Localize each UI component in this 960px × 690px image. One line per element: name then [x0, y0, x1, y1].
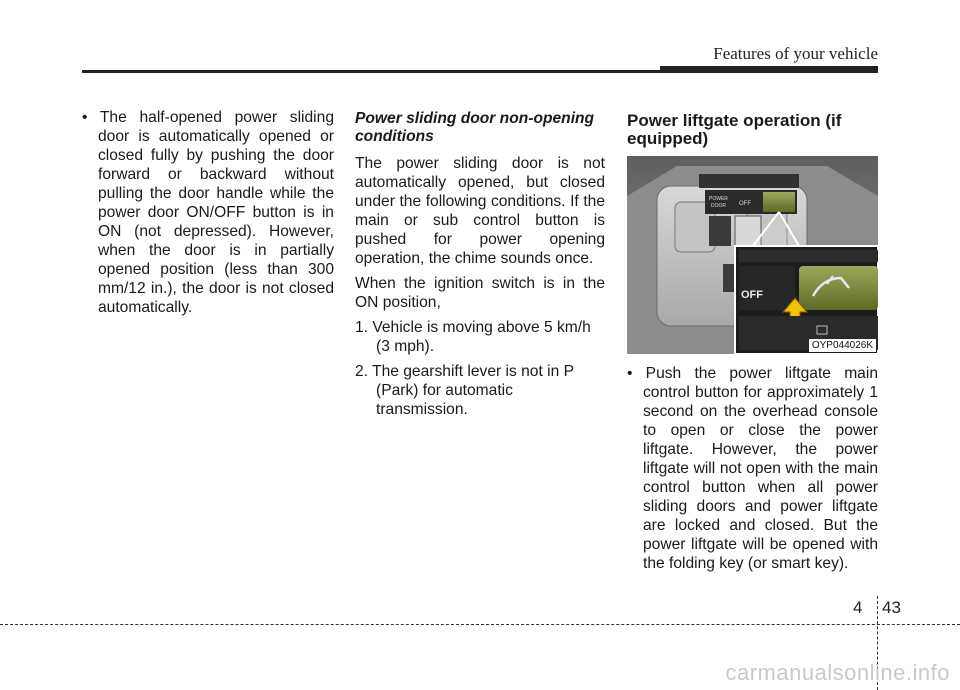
- column-2: [355, 108, 605, 425]
- power-label-small: POWER: [709, 196, 728, 202]
- door-label-small: DOOR: [711, 203, 726, 209]
- liftgate-instruction: • Push the power liftgate main control button for approximately 1 second on the overhead console to open or close the power liftgate. However, the power liftgate will not open with the main control button when all power sliding doors and power liftgate are locked and closed. But the power liftgate will be opened with the folding key (or smart key).: [627, 365, 878, 572]
- off-label-large: OFF: [741, 289, 763, 301]
- non-opening-intro: The power sliding door is not automatically opened, but closed under the following conditions. If the main or sub control button is pushed for power opening operation, the chime sounds once.: [355, 155, 605, 267]
- liftgate-heading: Power liftgate operation (if equipped): [627, 111, 842, 148]
- overhead-console-figure: [627, 156, 878, 354]
- column-1: [82, 108, 334, 317]
- overhead-console-illustration: [627, 156, 878, 354]
- sliding-door-note: • The half-opened power sliding door is automatically opened or closed fully by pushing the door forward or backward without pulling the door handle while the power door ON/OFF button is in ON (not depressed). However, when the door is in partially opened position (less than 300 mm/12 in.), the door is not closed automatically.: [82, 109, 334, 316]
- figure-code-label: OYP044026K: [809, 339, 876, 352]
- header-title: Features of your vehicle: [713, 44, 878, 63]
- column-3: [627, 108, 878, 573]
- watermark: carmanualsonline.info: [725, 660, 950, 685]
- off-label-small: OFF: [739, 201, 751, 207]
- header-rule-thick: [660, 66, 878, 73]
- ignition-condition: When the ignition switch is in the ON position,: [355, 275, 605, 311]
- page-number: 43: [882, 598, 901, 617]
- condition-item-1: 1. Vehicle is moving above 5 km/h (3 mph).: [355, 319, 591, 355]
- condition-item-2: 2. The gearshift lever is not in P (Park) for automatic transmission.: [355, 363, 574, 418]
- non-opening-heading: Power sliding door non-opening conditions: [355, 110, 595, 145]
- chapter-number: 4: [853, 598, 863, 617]
- footer-rule: [0, 624, 960, 625]
